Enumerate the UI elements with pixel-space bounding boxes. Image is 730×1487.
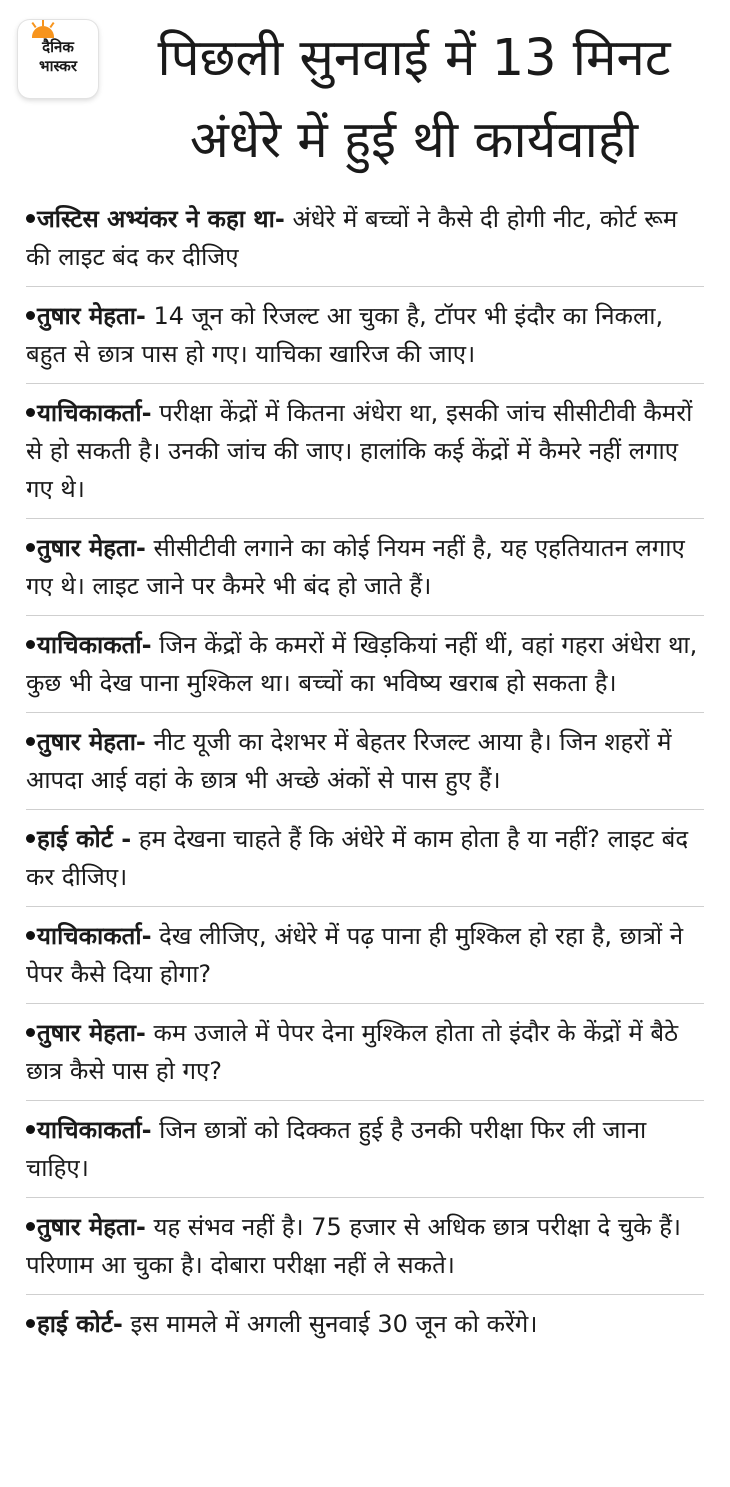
list-item (26, 1004, 704, 1101)
list-item (26, 287, 704, 384)
speaker-name: हाई कोर्ट- (37, 1310, 123, 1338)
speaker-name: तुषार मेहता- (37, 1019, 146, 1047)
bullet-icon (26, 1028, 35, 1037)
bullet-icon (26, 214, 35, 223)
bullet-icon (26, 737, 35, 746)
bullet-icon (26, 408, 35, 417)
list-item (26, 616, 704, 713)
proceedings-list (26, 190, 704, 1353)
logo-text: दैनिक भास्कर (39, 38, 77, 75)
speaker-name: तुषार मेहता- (37, 728, 146, 756)
speaker-name: तुषार मेहता- (37, 302, 146, 330)
statement-text: 14 जून को रिजल्ट आ चुका है, टॉपर भी इंदौर का निकला, बहुत से छात्र पास हो गए। याचिका खारिज की जाए। (26, 302, 664, 368)
speaker-name: याचिकाकर्ता- (37, 922, 152, 950)
statement-text: जिन केंद्रों के कमरों में खिड़कियां नहीं थीं, वहां गहरा अंधेरा था, कुछ भी देख पाना मुश्किल था। बच्चों का भविष्य खराब हो सकता है। (26, 631, 698, 697)
statement-text: जिन छात्रों को दिक्कत हुई है उनकी परीक्षा फिर ली जाना चाहिए। (26, 1116, 647, 1182)
speaker-name: तुषार मेहता- (37, 1213, 146, 1241)
bullet-icon (26, 834, 35, 843)
bullet-icon (26, 1125, 35, 1134)
bullet-icon (26, 931, 35, 940)
sun-ray-icon (49, 22, 54, 28)
title-line-1: पिछली सुनवाई में 13 मिनट (157, 29, 671, 88)
statement-text: इस मामले में अगली सुनवाई 30 जून को करेंगे। (122, 1310, 538, 1338)
list-item (26, 384, 704, 519)
bullet-icon (26, 640, 35, 649)
dainik-bhaskar-logo (18, 20, 98, 98)
sun-ray-icon (31, 22, 36, 28)
list-item (26, 1198, 704, 1295)
speaker-name: तुषार मेहता- (37, 534, 146, 562)
speaker-name: हाई कोर्ट - (37, 825, 132, 853)
page-title (112, 18, 716, 182)
speaker-name: याचिकाकर्ता- (37, 1116, 152, 1144)
sun-ray-icon (42, 20, 44, 26)
list-item (26, 1101, 704, 1198)
statement-text: देख लीजिए, अंधेरे में पढ़ पाना ही मुश्किल हो रहा है, छात्रों ने पेपर कैसे दिया होगा? (26, 922, 684, 988)
statement-text: सीसीटीवी लगाने का कोई नियम नहीं है, यह एहतियातन लगाए गए थे। लाइट जाने पर कैमरे भी बंद हो जाते हैं। (26, 534, 685, 600)
statement-text: कम उजाले में पेपर देना मुश्किल होता तो इंदौर के केंद्रों में बैठे छात्र कैसे पास हो गए? (26, 1019, 679, 1085)
header (0, 0, 730, 190)
statement-text: हम देखना चाहते हैं कि अंधेरे में काम होता है या नहीं? लाइट बंद कर दीजिए। (26, 825, 689, 891)
statement-text: अंधेरे में बच्चों ने कैसे दी होगी नीट, कोर्ट रूम की लाइट बंद कर दीजिए (26, 205, 678, 271)
list-item (26, 907, 704, 1004)
list-item (26, 190, 704, 287)
speaker-name: याचिकाकर्ता- (37, 399, 152, 427)
statement-text: नीट यूजी का देशभर में बेहतर रिजल्ट आया है। जिन शहरों में आपदा आई वहां के छात्र भी अच्छे अंकों से पास हुए हैं। (26, 728, 672, 794)
list-item (26, 810, 704, 907)
statement-text: यह संभव नहीं है। 75 हजार से अधिक छात्र परीक्षा दे चुके हैं। परिणाम आ चुका है। दोबारा परीक्षा नहीं ले सकते। (26, 1213, 682, 1279)
title-line-2: अंधेरे में हुई थी कार्यवाही (189, 111, 639, 170)
list-item (26, 519, 704, 616)
bullet-icon (26, 543, 35, 552)
statement-text: परीक्षा केंद्रों में कितना अंधेरा था, इसकी जांच सीसीटीवी कैमरों से हो सकती है। उनकी जांच की जाए। हालांकि कई केंद्रों में कैमरे नहीं लगाए गए थे। (26, 399, 693, 503)
bullet-icon (26, 1319, 35, 1328)
speaker-name: जस्टिस अभ्यंकर ने कहा था- (37, 205, 285, 233)
bullet-icon (26, 311, 35, 320)
list-item (26, 713, 704, 810)
bullet-icon (26, 1222, 35, 1231)
list-item (26, 1295, 704, 1353)
speaker-name: याचिकाकर्ता- (37, 631, 152, 659)
